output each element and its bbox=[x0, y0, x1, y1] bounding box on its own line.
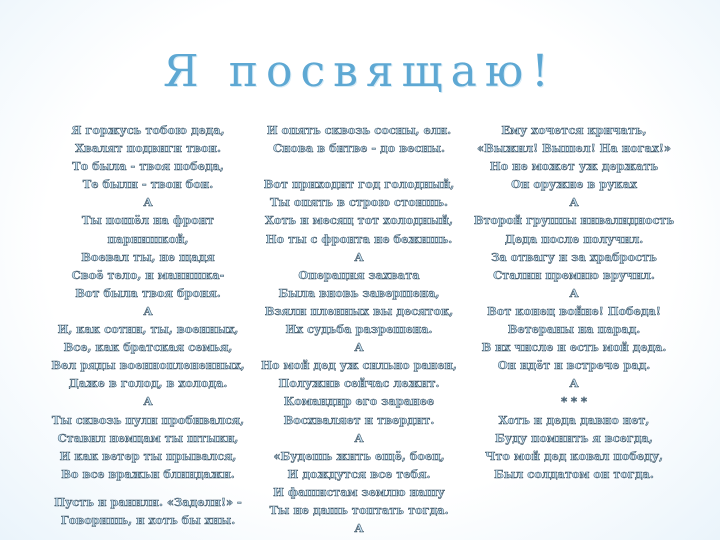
poem-line: Те были - твои бои. bbox=[82, 177, 214, 192]
poem-line: А bbox=[569, 195, 579, 210]
poem-line: Своё тело, и манишка- bbox=[71, 267, 225, 282]
slide-title: Я посвящаю! bbox=[163, 46, 557, 97]
poem-line: Их судьба разрешена. bbox=[285, 322, 433, 337]
poem-line: Во все вражьи блиндажи. bbox=[61, 466, 235, 481]
poem-line: Ты опять в строю стоишь. bbox=[269, 195, 449, 210]
poem-line: Вот была твоя броня. bbox=[75, 285, 221, 300]
poem-line: Вот приходит год голодный, bbox=[263, 177, 455, 192]
poem-line: Буду помнить я всегда, bbox=[495, 430, 653, 445]
poem-line: Пусть и ранили. «Задели!» - bbox=[54, 494, 242, 509]
poem-line: А bbox=[143, 303, 153, 318]
poem-line: Вел ряды военноплененных, bbox=[51, 358, 245, 373]
poem-line: Была вновь завершена, bbox=[278, 285, 440, 300]
poem-line: «Будешь жить ещё, боец, bbox=[273, 448, 445, 463]
poem-line: Но ты с фронта не бежишь. bbox=[265, 231, 453, 246]
poem-line: Ты сквозь пули пробивался, bbox=[51, 412, 245, 427]
poem-column-1 bbox=[38, 121, 258, 529]
poem-line: Хоть и месяц тот холодный, bbox=[265, 213, 453, 228]
poem-line: За отвагу и за храбрость bbox=[491, 249, 657, 264]
poem-line: А bbox=[354, 340, 364, 355]
poem-line: А bbox=[569, 285, 579, 300]
poem-line: В их числе и есть мой деда. bbox=[481, 340, 667, 355]
poem-line: А bbox=[143, 394, 153, 409]
poem-line: Он оружие в руках bbox=[511, 177, 637, 192]
poem-line: «Выжил! Вышел! На ногах!» bbox=[477, 141, 671, 156]
poem-line: Я горжусь тобою деда, bbox=[71, 123, 225, 137]
poem-line: Ветераны на парад. bbox=[507, 322, 641, 337]
poem-line: Ты не дашь топтать тогда. bbox=[269, 502, 449, 517]
poem-column-2 bbox=[250, 121, 468, 537]
poem-line: А bbox=[354, 521, 364, 536]
poem-column-3 bbox=[462, 121, 686, 483]
poem-line bbox=[250, 157, 468, 175]
poem-line: Ему хочется кричать, bbox=[501, 123, 647, 137]
poem-line: Операция захвата bbox=[298, 267, 420, 282]
poem-line: Он идёт и встрече рад. bbox=[497, 358, 651, 373]
poem-line: А bbox=[143, 195, 153, 210]
poem-line: Второй группы инвалидность bbox=[473, 213, 675, 228]
poem-line: И как ветер ты прывался, bbox=[59, 448, 237, 463]
poem-line: И, как сотни, ты, военных, bbox=[57, 322, 239, 337]
poem-line: Воевал ты, не щадя bbox=[81, 249, 215, 264]
poem-line: Восхваляет и твердит. bbox=[283, 412, 435, 427]
poem-line: Вот конец войне! Победа! bbox=[487, 303, 661, 318]
poem-line: Хоть и деда давно нет, bbox=[498, 412, 650, 427]
poem-line: Снова в битве - до весны. bbox=[272, 141, 446, 156]
poem-line: Деда после получил. bbox=[504, 231, 644, 246]
poem-line: Говоришь, и хоть бы хны. bbox=[60, 512, 236, 527]
poem-line: Был солдатом он тогда. bbox=[494, 466, 654, 481]
poem-line: Но мой дед уж сильно ранен, bbox=[261, 358, 457, 373]
poem-line: Ты пошёл на фронт bbox=[81, 213, 215, 228]
poem-line: И фашистам землю нашу bbox=[273, 484, 445, 499]
poem-line: То была - твоя победа, bbox=[72, 159, 224, 174]
poem-line: Все, как братская семья, bbox=[63, 340, 233, 355]
poem-line: Но не может уж держать bbox=[489, 159, 659, 174]
poem-line: А bbox=[354, 249, 364, 264]
poem-line: Даже в голод, в холода. bbox=[68, 376, 228, 391]
poem-line: А bbox=[569, 376, 579, 391]
poem-line: Командир его заранее bbox=[283, 394, 435, 409]
poem-line: парнишкой, bbox=[107, 231, 189, 246]
poem-line: А bbox=[354, 430, 364, 445]
poem-line: И дождутся все тебя. bbox=[287, 466, 431, 481]
poem-line: Полужив сейчас лежит. bbox=[278, 376, 440, 391]
poem-line: Ставил немцам ты штыки, bbox=[57, 430, 239, 445]
poem-line: Сталин премию вручил. bbox=[493, 267, 655, 282]
poem-line: Хвалят подвиги твои. bbox=[75, 141, 221, 156]
poem-line: И опять сквозь сосны, ели. bbox=[266, 123, 452, 137]
stanza-separator: * * * bbox=[561, 394, 587, 409]
poem-line: Что мой дед ковал победу, bbox=[484, 448, 664, 463]
stanza-gap bbox=[38, 483, 258, 493]
poem-line: Взяли пленных вы десяток, bbox=[264, 303, 454, 318]
